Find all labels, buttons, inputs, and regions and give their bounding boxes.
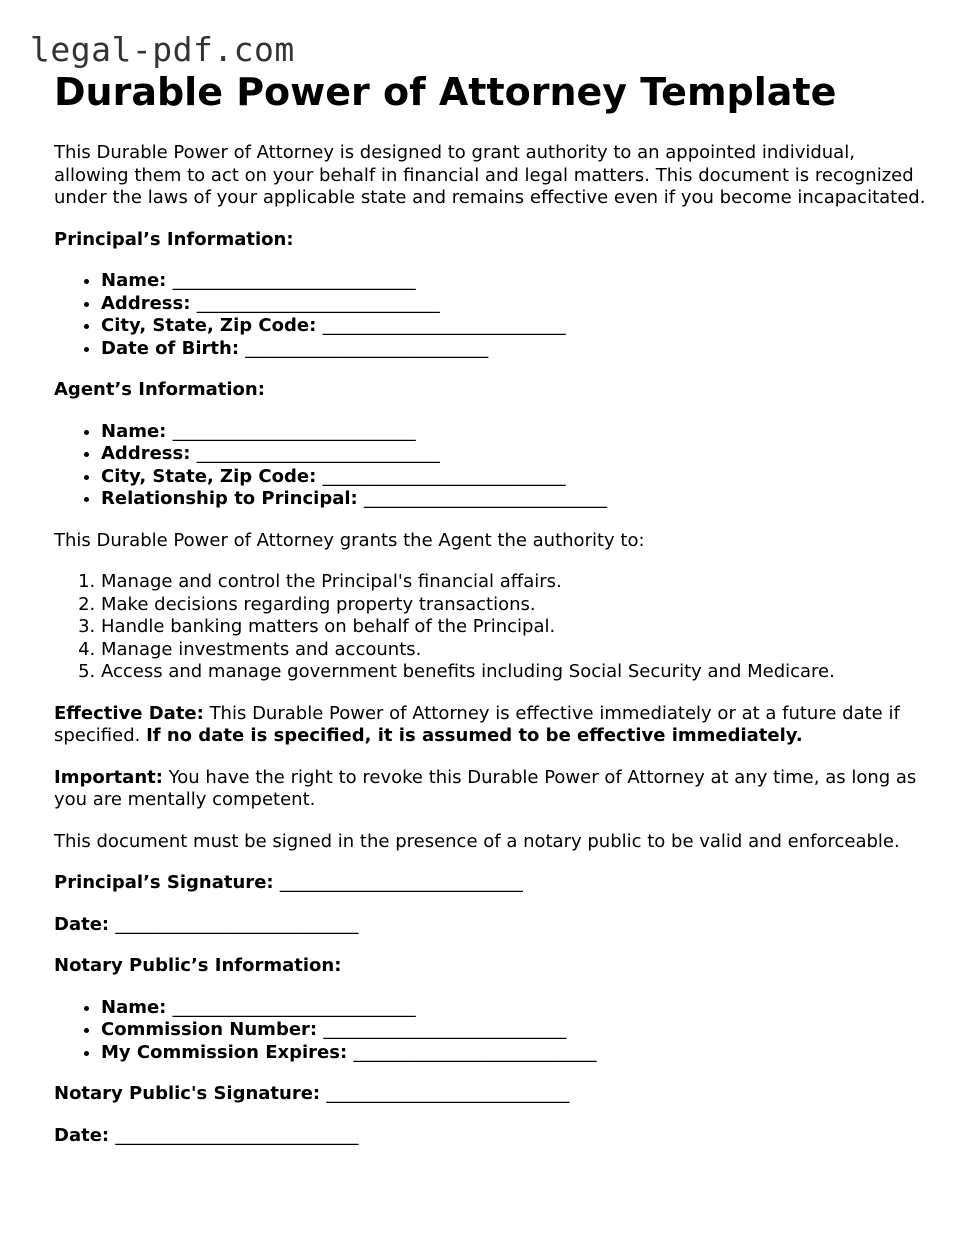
intro-paragraph: This Durable Power of Attorney is designed to grant authority to an appointed individual, allowing them to act on your behalf in financial and legal matters. This document is recognized under the laws of your applicable state and remains effective even if you become incapacitated. <box>54 142 926 208</box>
field-label: Address: <box>101 443 191 464</box>
principal-fields <box>54 270 934 360</box>
document-body <box>54 66 934 1166</box>
notary-heading: Notary Public’s Information: <box>54 955 342 976</box>
field-label: Name: <box>101 270 167 291</box>
fill-in-blank: ___________________________ <box>172 270 416 291</box>
principal-date-line <box>54 914 934 937</box>
agent-heading: Agent’s Information: <box>54 379 265 400</box>
fill-in-blank: ___________________________ <box>322 315 566 336</box>
authority-list <box>54 571 934 684</box>
agent-relationship-field <box>101 488 934 511</box>
principal-city-state-zip-field <box>101 315 934 338</box>
field-label: Name: <box>101 996 167 1018</box>
effective-date-paragraph <box>54 703 934 748</box>
important-label: Important: <box>54 766 163 788</box>
fill-in-blank: ___________________________ <box>196 443 440 464</box>
field-label: Principal’s Signature: <box>54 872 274 893</box>
authority-item: 2. Make decisions regarding property transactions. <box>101 594 934 617</box>
fill-in-blank: ___________________________ <box>364 488 608 509</box>
notary-signature-line <box>54 1083 934 1106</box>
fill-in-blank: ___________________________ <box>115 913 359 935</box>
field-label: Date of Birth: <box>101 337 240 359</box>
principal-dob-field <box>101 338 934 361</box>
agent-fields <box>54 421 934 511</box>
field-label: My Commission Expires: <box>101 1041 348 1063</box>
authority-item: 3. Handle banking matters on behalf of the Principal. <box>101 616 934 639</box>
important-text: You have the right to revoke this Durable Power of Attorney at any time, as long as you are mentally competent. <box>54 766 917 810</box>
notary-date-line <box>54 1125 934 1148</box>
fill-in-blank: ___________________________ <box>322 465 566 487</box>
effective-date-emphasis: If no date is specified, it is assumed to be effective immediately. <box>146 725 803 746</box>
fill-in-blank: ___________________________ <box>326 1083 570 1104</box>
field-label: Date: <box>54 913 110 935</box>
fill-in-blank: ___________________________ <box>115 1124 359 1146</box>
fill-in-blank: ___________________________ <box>353 1041 597 1063</box>
principal-address-field <box>101 293 934 316</box>
field-label: Commission Number: <box>101 1019 318 1040</box>
important-paragraph <box>54 767 934 812</box>
authority-intro: This Durable Power of Attorney grants the Agent the authority to: <box>54 529 645 551</box>
field-label: Notary Public's Signature: <box>54 1083 321 1104</box>
principal-heading: Principal’s Information: <box>54 228 294 250</box>
effective-date-text: This Durable Power of Attorney is effective immediately or at a future date if specified. <box>54 702 900 746</box>
fill-in-blank: ___________________________ <box>196 292 440 314</box>
field-label: Date: <box>54 1124 110 1146</box>
principal-signature-line <box>54 872 934 895</box>
agent-address-field <box>101 443 934 466</box>
authority-item: 1. Manage and control the Principal's financial affairs. <box>101 571 934 594</box>
field-label: Address: <box>101 292 191 314</box>
authority-item: 5. Access and manage government benefits including Social Security and Medicare. <box>101 661 934 684</box>
notary-fields <box>54 997 934 1065</box>
authority-item: 4. Manage investments and accounts. <box>101 639 934 662</box>
field-label: City, State, Zip Code: <box>101 465 317 487</box>
fill-in-blank: ___________________________ <box>245 337 489 359</box>
fill-in-blank: ___________________________ <box>172 420 416 442</box>
field-label: Relationship to Principal: <box>101 488 358 509</box>
fill-in-blank: ___________________________ <box>323 1019 567 1040</box>
notary-commission-number-field <box>101 1019 934 1042</box>
notary-commission-expires-field <box>101 1042 934 1065</box>
field-label: Name: <box>101 420 167 442</box>
effective-date-label: Effective Date: <box>54 702 204 724</box>
principal-name-field <box>101 270 934 293</box>
document-title: Durable Power of Attorney Template <box>54 70 837 114</box>
watermark: legal-pdf.com <box>30 30 295 69</box>
field-label: City, State, Zip Code: <box>101 315 317 336</box>
fill-in-blank: ___________________________ <box>172 996 416 1018</box>
notary-note: This document must be signed in the presence of a notary public to be valid and enforceable. <box>54 830 900 852</box>
fill-in-blank: ___________________________ <box>279 872 523 893</box>
notary-name-field <box>101 997 934 1020</box>
agent-name-field <box>101 421 934 444</box>
agent-city-state-zip-field <box>101 466 934 489</box>
